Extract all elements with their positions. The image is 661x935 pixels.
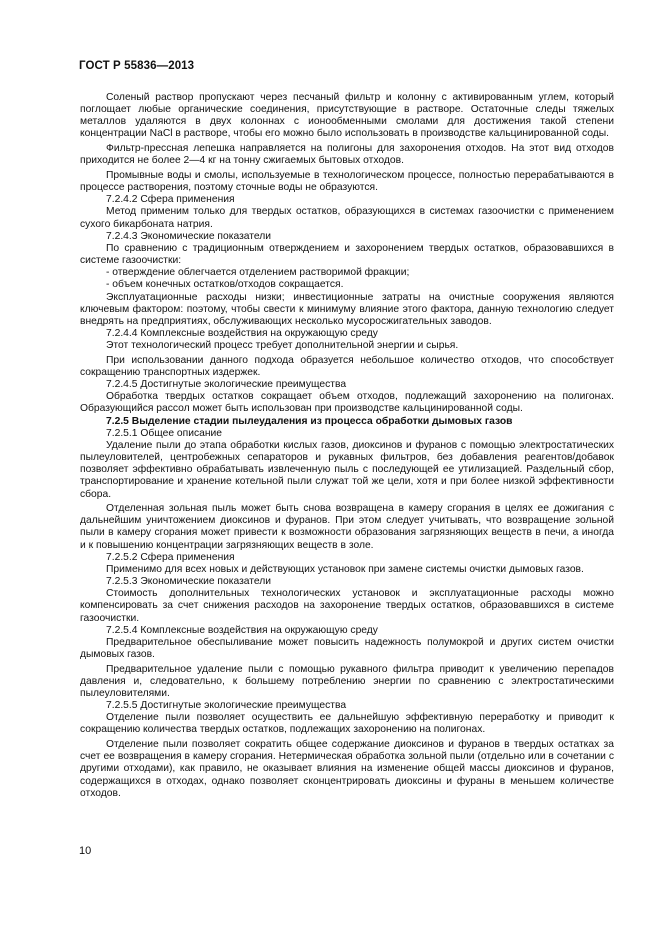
section-heading: 7.2.5.3 Экономические показатели xyxy=(106,576,272,588)
paragraph: Эксплуатационные расходы низки; инвестиционные затраты на очистные сооружения являются ключевым фактором: поэтому, чтобы свести к минимуму влияние этого фактора, данную технологию следует внедрять на предприятиях, обслуживающих несколько мусоросжигательных заводов. xyxy=(80,291,614,327)
paragraph: Метод применим только для твердых остатков, образующихся в системах газоочистки с применением сухого бикарбоната натрия. xyxy=(80,206,614,230)
section-heading: 7.2.4.5 Достигнутые экологические преимущества xyxy=(106,379,347,391)
section-heading: 7.2.5.4 Комплексные воздействия на окружающую среду xyxy=(106,624,378,636)
paragraph: Соленый раствор пропускают через песчаный фильтр и колонну с активированным углем, который поглощает любые органические соединения, присутствующие в растворе. Остаточные следы тяжелых металлов удаляются в двух колоннах с ионообменными смолами для достижения такой степени концентрации NaCl в растворе, чтобы его можно было использовать в производстве кальцинированной соды. xyxy=(80,92,614,140)
paragraph: При использовании данного подхода образуется небольшое количество отходов, что способствует сокращению транспортных издержек. xyxy=(80,354,614,378)
paragraph: Отделение пыли позволяет осуществить ее дальнейшую эффективную переработку и приводит к сокращению количества твердых остатков, подлежащих захоронению на полигонах. xyxy=(80,712,614,736)
page-number: 10 xyxy=(79,845,92,857)
paragraph: Предварительное обеспыливание может повысить надежность полумокрой и других систем очистки дымовых газов. xyxy=(80,636,614,661)
section-heading: 7.2.4.2 Сфера применения xyxy=(106,194,235,206)
paragraph: Стоимость дополнительных технологических установок и эксплуатационные расходы можно компенсировать за счет снижения расходов на захоронение твердых остатков, образовавшихся в системе газоочистки. xyxy=(80,588,614,624)
paragraph: Этот технологический процесс требует дополнительной энергии и сырья. xyxy=(106,340,459,352)
section-heading: 7.2.5.5 Достигнутые экологические преимущества xyxy=(106,700,347,712)
section-heading: 7.2.5.2 Сфера применения xyxy=(106,551,235,563)
paragraph: Предварительное удаление пыли с помощью рукавного фильтра приводит к увеличению перепадов давления и, следовательно, к большему потреблению энергии по сравнению с электростатическими пылеуловителями. xyxy=(80,663,614,699)
paragraph: Промывные воды и смолы, используемые в технологическом процессе, полностью перерабатываются в процессе растворения, поэтому сточные воды не образуются. xyxy=(80,169,614,194)
section-heading-bold: 7.2.5 Выделение стадии пылеудаления из процесса обработки дымовых газов xyxy=(106,415,513,427)
standard-header: ГОСТ Р 55836—2013 xyxy=(79,60,195,72)
paragraph: Отделение пыли позволяет сократить общее содержание диоксинов и фуранов в твердых остатках за счет ее возвращения в камеру сгорания. Нетермическая обработка зольной пыли (отдельно или в сочетании с другими отходами), как правило, не оказывает влияния на изменение общей массы диоксинов и фуранов, содержащихся в отходах, однако позволяет сконцентрировать диоксины и фураны в меньшем количестве отходов. xyxy=(80,739,614,799)
list-item: - отверждение облегчается отделением растворимой фракции; xyxy=(106,267,410,279)
paragraph: Удаление пыли до этапа обработки кислых газов, диоксинов и фуранов с помощью электростатических пылеуловителей, центробежных сепараторов и рукавных фильтров, без добавления реагентов/добавок позволяет эффективно обрабатывать извлеченную пыль с последующей ее утилизацией. Раздельный сбор, транспортирование и хранение котельной пыли служат той же цели, хотя и при более низкой эффективности сбора. xyxy=(80,439,614,500)
paragraph: Фильтр-прессная лепешка направляется на полигоны для захоронения отходов. На этот вид отходов приходится не более 2—4 кг на тонну сжигаемых бытовых отходов. xyxy=(80,143,614,167)
paragraph: Применимо для всех новых и действующих установок при замене системы очистки дымовых газов. xyxy=(106,563,584,575)
paragraph: Обработка твердых остатков сокращает объем отходов, подлежащий захоронению на полигонах. Образующийся рассол может быть использован при производстве кальцинированной соды. xyxy=(80,391,614,415)
section-heading: 7.2.4.4 Комплексные воздействия на окружающую среду xyxy=(106,327,378,339)
paragraph: По сравнению с традиционным отверждением и захоронением твердых остатков, образовавшихся в системе газоочистки: xyxy=(80,242,614,267)
section-heading: 7.2.5.1 Общее описание xyxy=(106,427,223,439)
section-heading: 7.2.4.3 Экономические показатели xyxy=(106,230,272,242)
list-item: - объем конечных остатков/отходов сокращается. xyxy=(106,279,344,291)
body-text xyxy=(80,92,614,800)
paragraph: Отделенная зольная пыль может быть снова возвращена в камеру сгорания в целях ее дожигания с дальнейшим уничтожением диоксинов и фуранов. При этом следует учитывать, что возвращение зольной пыли в камеру сгорания может привести к возможности образования загрязняющих веществ в печи, а иногда и к повышению концентрации загрязняющих веществ в золе. xyxy=(80,503,614,551)
